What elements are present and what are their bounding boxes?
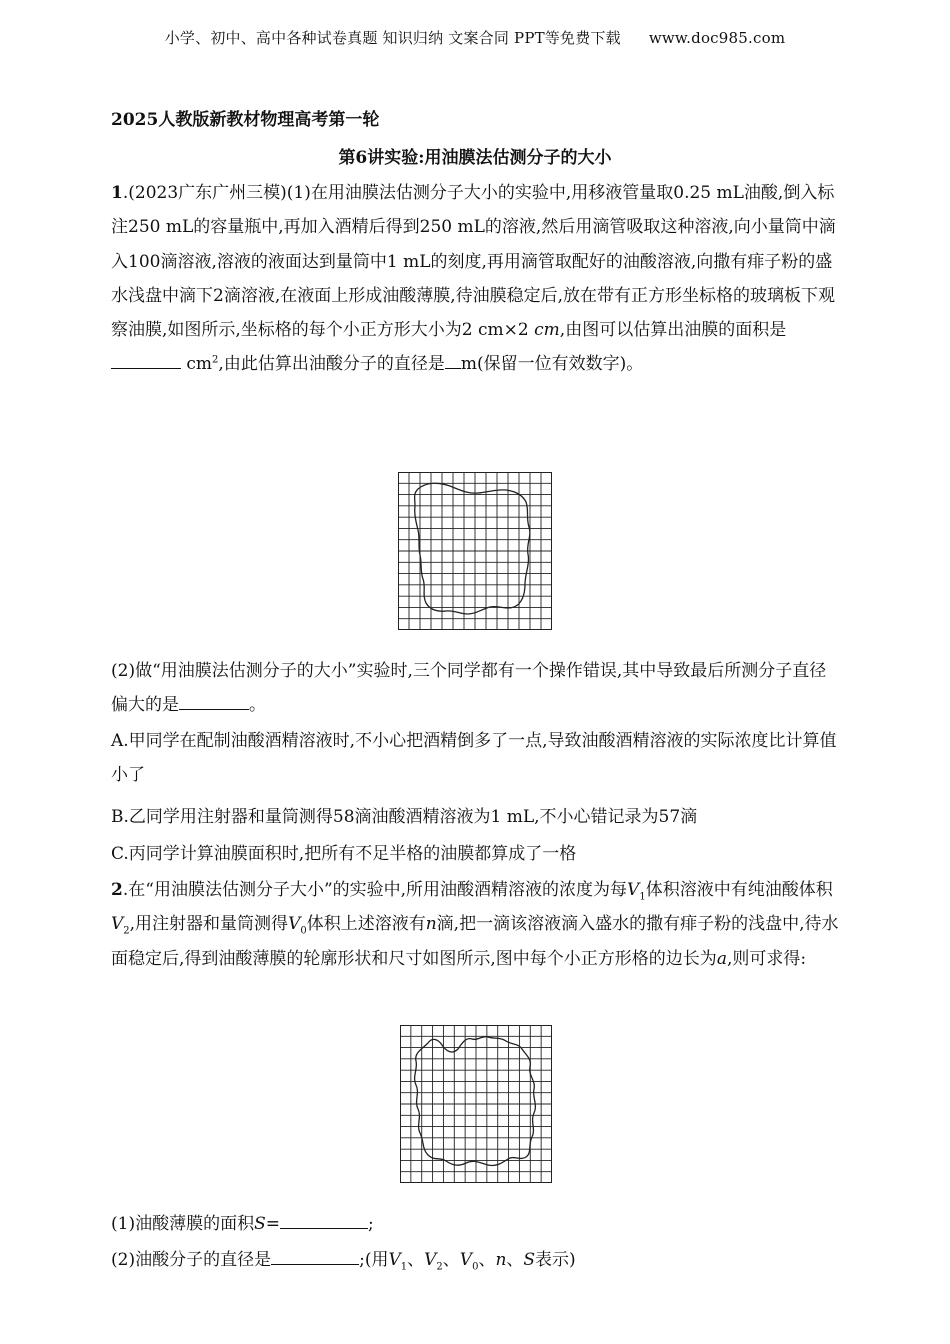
q1-part2-text: (2)做“用油膜法估测分子的大小”实验时,三个同学都有一个操作错误,其中导致最后所测分子直径偏大的是 。 bbox=[111, 661, 827, 716]
q2-diameter-blank[interactable] bbox=[271, 1246, 359, 1265]
q1-part1-text: 1.(2023广东广州三模)(1)在用油膜法估测分子大小的实验中,用移液管量取0.25 mL油酸,倒入标注250 mL的容量瓶中,再加入酒精后得到250 mL的溶液,然后用滴管吸取这种溶液,向小量筒中滴入100滴溶液,溶液的液面达到量筒中1 mL的刻度,再用滴管取配好的油酸溶液,向撒有痱子粉的盛水浅盘中滴下2滴溶液,在液面上形成油酸薄膜,待油膜稳定后,放在带有正方形坐标格的玻璃板下观察油膜,如图所示,坐标格的每个小正方形大小为2 cm×2 cm,由图可以估算出油膜的面积是 $cm^2$,由此估算出油酸分子的直径是 m(保留一位有效数字)。 bbox=[111, 183, 836, 375]
q1-area-blank[interactable] bbox=[111, 350, 181, 369]
lesson-title: 第6讲实验:用油膜法估测分子的大小 bbox=[338, 148, 612, 168]
header-url[interactable]: www.doc985.com bbox=[648, 29, 786, 47]
q2-sub2-text: (2)油酸分子的直径是 ;(用$V_1$、$V_2$、$V_0$、n、S表示) bbox=[111, 1243, 843, 1277]
q2-text: 2.在“用油膜法估测分子大小”的实验中,所用油酸酒精溶液的浓度为每$V_1$体积溶液中有纯油酸体积$V_2$,用注射器和量筒测得$V_0$体积上述溶液有n滴,把一滴该溶液滴入盛水的撒有痱子粉的浅盘中,待水面稳定后,得到油酸薄膜的轮廓形状和尺寸如图所示,图中每个小正方形格的边长为a,则可求得: bbox=[111, 880, 839, 969]
document-subtitle: 2025人教版新教材物理高考第一轮 bbox=[111, 110, 380, 130]
q1-option-c: C.丙同学计算油膜面积时,把所有不足半格的油膜都算成了一格 bbox=[111, 844, 577, 864]
q1-option-a: A.甲同学在配制油酸酒精溶液时,不小心把酒精倒多了一点,导致油酸酒精溶液的实际浓度比计算值小了 bbox=[111, 731, 837, 786]
q1-option-b: B.乙同学用注射器和量筒测得58滴油酸酒精溶液为1 mL,不小心错记录为57滴 bbox=[111, 807, 698, 827]
q2-number: 2 bbox=[111, 880, 123, 900]
q1-choice-blank[interactable] bbox=[179, 691, 249, 710]
q2-oil-film-grid-figure bbox=[400, 1025, 552, 1183]
q1-number: 1 bbox=[111, 183, 123, 203]
q1-diameter-blank[interactable] bbox=[445, 350, 461, 369]
q2-sub1-text: (1)油酸薄膜的面积S= ; bbox=[111, 1207, 843, 1241]
q2-area-blank[interactable] bbox=[280, 1210, 368, 1229]
q1-oil-film-grid-figure bbox=[398, 472, 552, 630]
header-text: 小学、初中、高中各种试卷真题 知识归纳 文案合同 PPT等免费下载 bbox=[164, 29, 621, 47]
q1-oil-film-outline bbox=[415, 483, 530, 614]
page-header bbox=[0, 27, 950, 48]
